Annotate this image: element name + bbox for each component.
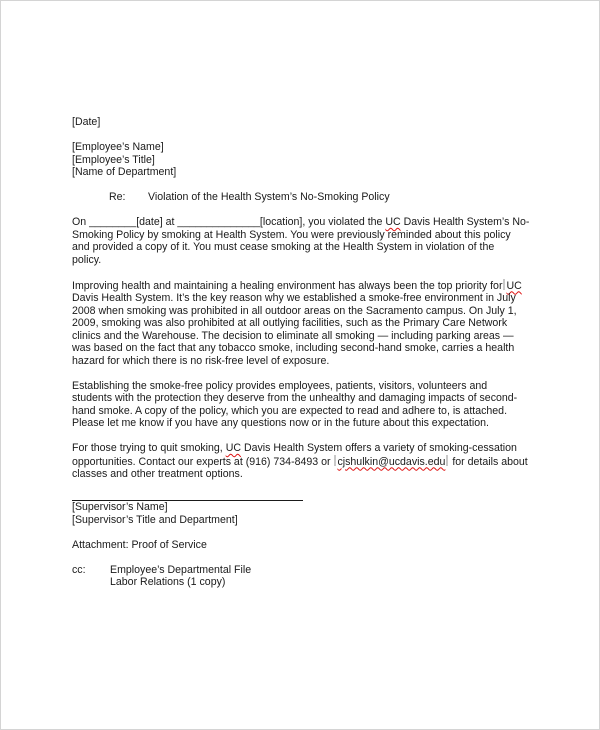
re-label: Re: <box>109 191 126 203</box>
employee-title[interactable]: [Employee’s Title] <box>72 153 155 166</box>
text-run: opportunities. Contact our experts at (916) 734-8493 or <box>72 455 334 468</box>
cc-row <box>72 576 542 589</box>
paragraph-line: 2009, smoking was also prohibited at all outlying facilities, such as the Primary Care Network <box>72 317 508 329</box>
date-placeholder[interactable]: [Date] <box>72 116 101 128</box>
paragraph-line: Davis Health System. It’s the key reason why we established a smoke-free environment in July <box>72 292 516 304</box>
spellcheck-flagged-word[interactable]: UC <box>506 279 522 292</box>
supervisor-title[interactable]: [Supervisor’s Title and Department] <box>72 513 238 526</box>
cc-label: cc: <box>72 563 86 576</box>
text-run: Improving health and maintaining a healing environment has always been the top priority for <box>72 279 503 292</box>
cc-entry[interactable]: Employee’s Departmental File <box>110 563 252 576</box>
cc-row <box>72 564 542 577</box>
paragraph-line <box>72 216 542 229</box>
spellcheck-flagged-word[interactable]: UC <box>385 216 401 228</box>
paragraph-line: hand smoke. A copy of the policy, which you are expected to read and adhere to, is attached. <box>72 404 508 417</box>
cc-entry[interactable]: Labor Relations (1 copy) <box>110 576 226 588</box>
employee-name[interactable]: [Employee’s Name] <box>72 141 164 153</box>
text-run: Davis Health System offers a variety of smoking-cessation <box>241 442 517 454</box>
re-line <box>72 191 542 204</box>
re-subject[interactable]: Violation of the Health System’s No-Smoking Policy <box>148 191 390 203</box>
signature-block <box>72 501 542 526</box>
paragraph-line: 2008 when smoking was prohibited in all outdoor areas on the Sacramento campus. On July 1, <box>72 304 517 317</box>
paragraph-line: hazard for which there is no risk-free level of exposure. <box>72 354 330 367</box>
paragraph-line: policy. <box>72 253 102 266</box>
paragraph-line: Establishing the smoke-free policy provides employees, patients, visitors, volunteers and <box>72 379 488 392</box>
supervisor-name[interactable]: [Supervisor’s Name] <box>72 501 168 513</box>
paragraph-line <box>72 279 542 293</box>
letter-body <box>72 116 542 589</box>
paragraph-line: Smoking Policy by smoking at Health System. You were previously reminded about this policy <box>72 228 511 241</box>
text-run: for details about <box>449 455 528 468</box>
paragraph-line: Please let me know if you have any questions now or in the future about this expectation. <box>72 417 489 429</box>
paragraph-line: students with the protection they deserve from the unhealthy and damaging impacts of second- <box>72 392 518 404</box>
paragraph-line: classes and other treatment options. <box>72 468 243 480</box>
text-run: Davis Health System’s No- <box>400 216 530 228</box>
paragraph-line: and provided a copy of it. You must cease smoking at the Health System in violation of the <box>72 241 495 253</box>
paragraph-line: clinics and the Warehouse. The decision to eliminate all smoking — including parking areas — <box>72 329 514 342</box>
email-link[interactable]: cjshulkin@ucdavis.edu <box>337 455 446 468</box>
paragraph-policy[interactable] <box>72 380 542 430</box>
cc-block <box>72 564 542 589</box>
text-run: For those trying to quit smoking, <box>72 442 226 454</box>
paragraph-cessation[interactable] <box>72 442 542 481</box>
spellcheck-flagged-word[interactable]: UC <box>225 442 241 454</box>
paragraph-line <box>72 455 542 469</box>
paragraph-line: was based on the fact that any tobacco smoke, including second-hand smoke, carries a health <box>72 342 515 354</box>
paragraph-background[interactable] <box>72 279 542 368</box>
paragraph-line <box>72 442 542 455</box>
recipient-block <box>72 141 542 179</box>
text-run: On ________[date] at ______________[location], you violated the <box>72 216 386 228</box>
attachment-line[interactable]: Attachment: Proof of Service <box>72 538 207 551</box>
department-name[interactable]: [Name of Department] <box>72 166 177 178</box>
paragraph-violation[interactable] <box>72 216 542 266</box>
